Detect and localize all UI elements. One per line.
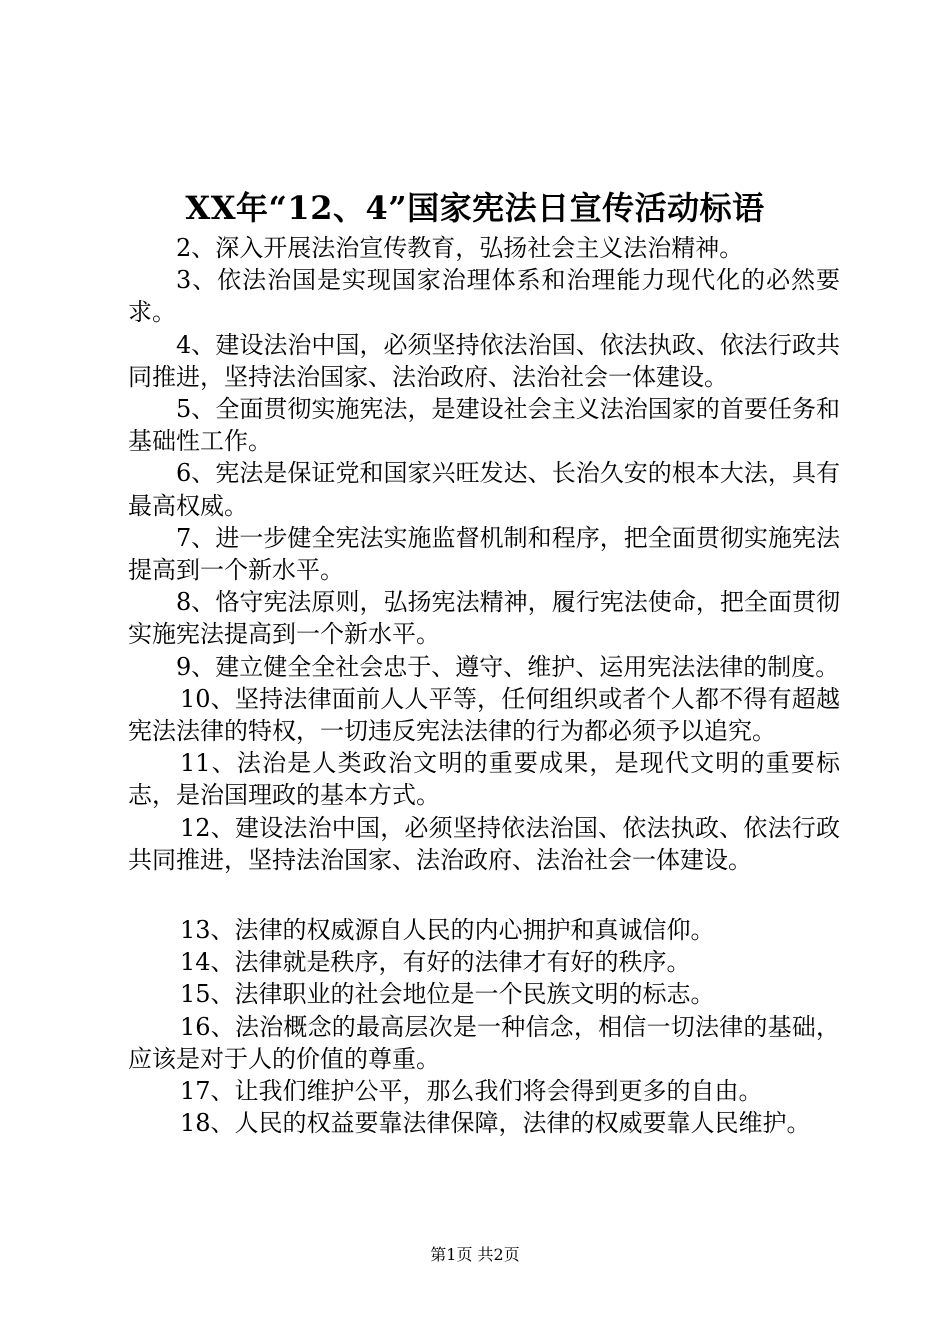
slogan-paragraph-17: 17、让我们维护公平，那么我们将会得到更多的自由。	[180, 1077, 763, 1106]
slogan-paragraph-12: 12、建设法治中国，必须坚持依法治国、依法执政、依法行政共同推进，坚持法治国家、法治政府、法治社会一体建设。	[128, 813, 840, 874]
slogan-paragraph-2: 2、深入开展法治宣传教育，弘扬社会主义法治精神。	[176, 234, 744, 262]
slogan-paragraph-5: 5、全面贯彻实施宪法，是建设社会主义法治国家的首要任务和基础性工作。	[128, 395, 840, 456]
slogan-paragraph-15: 15、法律职业的社会地位是一个民族文明的标志。	[180, 980, 715, 1009]
slogan-paragraph-8: 8、恪守宪法原则，弘扬宪法精神，履行宪法使命，把全面贯彻实施宪法提高到一个新水平。	[128, 588, 840, 649]
document-body	[128, 232, 840, 1139]
page-number-footer: 第1页 共2页	[430, 1245, 520, 1264]
slogan-paragraph-7: 7、进一步健全宪法实施监督机制和程序，把全面贯彻实施宪法提高到一个新水平。	[128, 523, 840, 585]
slogan-paragraph-3: 3、依法治国是实现国家治理体系和治理能力现代化的必然要求。	[128, 266, 840, 327]
slogan-paragraph-11: 11、法治是人类政治文明的重要成果，是现代文明的重要标志，是治国理政的基本方式。	[128, 749, 840, 810]
slogan-paragraph-16: 16、法治概念的最高层次是一种信念，相信一切法律的基础，应该是对于人的价值的尊重。	[128, 1012, 840, 1073]
document-title: XX年“12、4”国家宪法日宣传活动标语	[185, 189, 765, 227]
slogan-paragraph-10: 10、坚持法律面前人人平等，任何组织或者个人都不得有超越宪法法律的特权，一切违反宪法法律的行为都必须予以追究。	[128, 684, 840, 746]
slogan-paragraph-4: 4、建设法治中国，必须坚持依法治国、依法执政、依法行政共同推进，坚持法治国家、法治政府、法治社会一体建设。	[128, 330, 840, 391]
slogan-paragraph-13: 13、法律的权威源自人民的内心拥护和真诚信仰。	[180, 916, 715, 945]
slogan-paragraph-6: 6、宪法是保证党和国家兴旺发达、长治久安的根本大法，具有最高权威。	[128, 459, 840, 520]
paragraph-gap	[128, 876, 840, 914]
slogan-paragraph-18: 18、人民的权益要靠法律保障，法律的权威要靠人民维护。	[180, 1109, 811, 1138]
slogan-paragraph-14: 14、法律就是秩序，有好的法律才有好的秩序。	[180, 948, 691, 977]
slogan-paragraph-9: 9、建立健全全社会忠于、遵守、维护、运用宪法法律的制度。	[176, 652, 840, 681]
